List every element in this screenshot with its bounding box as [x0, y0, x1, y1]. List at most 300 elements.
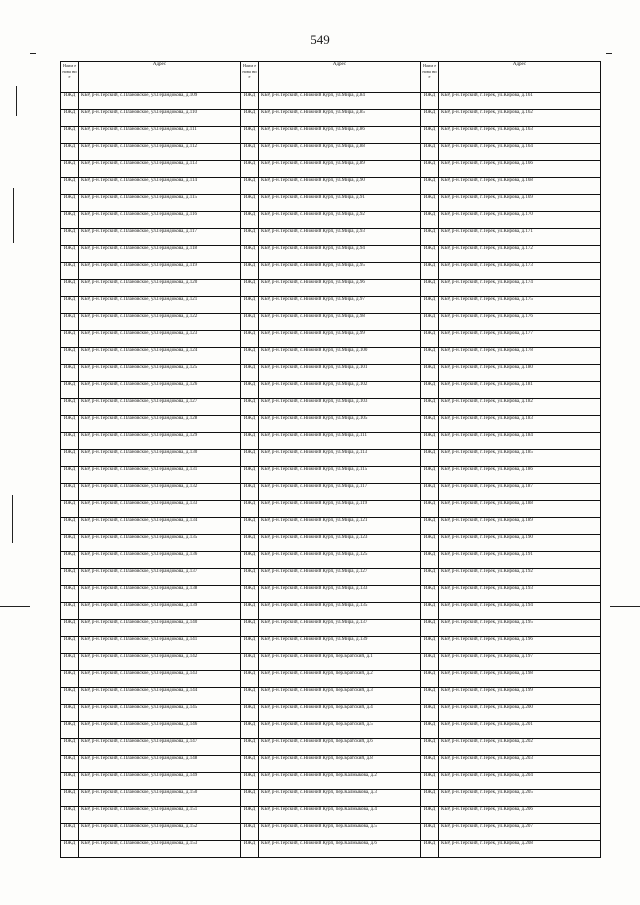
- type-cell-2: ИЖД: [241, 246, 259, 263]
- type-cell-1: ИЖД: [61, 331, 79, 348]
- address-cell-3: КБР, р-н.Терский, г.Терек, ул.Кирова, д.161: [439, 93, 601, 110]
- address-cell-1: КБР, р-н.Терский, с.Плановское, ул.Герандокова, д.125: [79, 365, 241, 382]
- address-cell-2: КБР, р-н.Терский, с.Нижний Курп, ул.Мира, д.125: [259, 552, 421, 569]
- table-row: [61, 399, 601, 416]
- address-cell-1: КБР, р-н.Терский, с.Плановское, ул.Герандокова, д.117: [79, 229, 241, 246]
- table-row: [61, 671, 601, 688]
- type-cell-1: ИЖД: [61, 569, 79, 586]
- type-cell-3: ИЖД: [421, 467, 439, 484]
- table-row: [61, 331, 601, 348]
- table-row: [61, 229, 601, 246]
- type-cell-2: ИЖД: [241, 280, 259, 297]
- address-cell-2: КБР, р-н.Терский, с.Нижний Курп, ул.Мира, д.103: [259, 399, 421, 416]
- type-cell-3: ИЖД: [421, 620, 439, 637]
- type-cell-2: ИЖД: [241, 110, 259, 127]
- type-cell-3: ИЖД: [421, 569, 439, 586]
- table-row: [61, 93, 601, 110]
- address-cell-3: КБР, р-н.Терский, г.Терек, ул.Кирова, д.172: [439, 246, 601, 263]
- type-cell-3: ИЖД: [421, 433, 439, 450]
- address-table: [60, 61, 601, 858]
- address-cell-3: КБР, р-н.Терский, г.Терек, ул.Кирова, д.190: [439, 535, 601, 552]
- address-cell-3: КБР, р-н.Терский, г.Терек, ул.Кирова, д.192: [439, 569, 601, 586]
- type-cell-1: ИЖД: [61, 348, 79, 365]
- table-row: [61, 263, 601, 280]
- address-cell-3: КБР, р-н.Терский, г.Терек, ул.Кирова, д.163: [439, 127, 601, 144]
- address-cell-1: КБР, р-н.Терский, с.Плановское, ул.Герандокова, д.119: [79, 263, 241, 280]
- address-cell-2: КБР, р-н.Терский, с.Нижний Курп, пер.Братский, д.8: [259, 756, 421, 773]
- table-row: [61, 178, 601, 195]
- type-cell-1: ИЖД: [61, 671, 79, 688]
- type-cell-1: ИЖД: [61, 603, 79, 620]
- type-cell-1: ИЖД: [61, 399, 79, 416]
- type-cell-3: ИЖД: [421, 246, 439, 263]
- type-cell-2: ИЖД: [241, 416, 259, 433]
- address-cell-1: КБР, р-н.Терский, с.Плановское, ул.Герандокова, д.143: [79, 671, 241, 688]
- scan-mark-right-dash: [610, 606, 640, 607]
- type-cell-2: ИЖД: [241, 569, 259, 586]
- type-cell-2: ИЖД: [241, 841, 259, 858]
- type-cell-1: ИЖД: [61, 416, 79, 433]
- address-cell-3: КБР, р-н.Терский, г.Терек, ул.Кирова, д.177: [439, 331, 601, 348]
- address-cell-2: КБР, р-н.Терский, с.Нижний Курп, ул.Мира, д.113: [259, 450, 421, 467]
- address-cell-3: КБР, р-н.Терский, г.Терек, ул.Кирова, д.203: [439, 756, 601, 773]
- table-row: [61, 790, 601, 807]
- address-cell-3: КБР, р-н.Терский, г.Терек, ул.Кирова, д.197: [439, 654, 601, 671]
- address-cell-2: КБР, р-н.Терский, с.Нижний Курп, пер.Калмыкова, д.6: [259, 841, 421, 858]
- address-cell-1: КБР, р-н.Терский, с.Плановское, ул.Герандокова, д.152: [79, 824, 241, 841]
- address-cell-2: КБР, р-н.Терский, с.Нижний Курп, ул.Мира, д.137: [259, 620, 421, 637]
- type-cell-2: ИЖД: [241, 314, 259, 331]
- address-cell-2: КБР, р-н.Терский, с.Нижний Курп, ул.Мира, д.98: [259, 314, 421, 331]
- table-row: [61, 348, 601, 365]
- address-cell-3: КБР, р-н.Терский, г.Терек, ул.Кирова, д.208: [439, 841, 601, 858]
- address-cell-2: КБР, р-н.Терский, с.Нижний Курп, пер.Братский, д.2: [259, 671, 421, 688]
- type-cell-2: ИЖД: [241, 807, 259, 824]
- type-cell-2: ИЖД: [241, 433, 259, 450]
- type-cell-3: ИЖД: [421, 297, 439, 314]
- type-cell-2: ИЖД: [241, 93, 259, 110]
- type-cell-2: ИЖД: [241, 144, 259, 161]
- type-cell-1: ИЖД: [61, 93, 79, 110]
- type-cell-1: ИЖД: [61, 382, 79, 399]
- type-cell-2: ИЖД: [241, 195, 259, 212]
- type-cell-3: ИЖД: [421, 518, 439, 535]
- address-cell-3: КБР, р-н.Терский, г.Терек, ул.Кирова, д.188: [439, 501, 601, 518]
- type-cell-2: ИЖД: [241, 382, 259, 399]
- type-cell-1: ИЖД: [61, 824, 79, 841]
- address-cell-3: КБР, р-н.Терский, г.Терек, ул.Кирова, д.166: [439, 161, 601, 178]
- table-row: [61, 535, 601, 552]
- address-cell-2: КБР, р-н.Терский, с.Нижний Курп, пер.Калмыкова, д.3: [259, 790, 421, 807]
- type-cell-3: ИЖД: [421, 807, 439, 824]
- type-cell-3: ИЖД: [421, 671, 439, 688]
- address-cell-1: КБР, р-н.Терский, с.Плановское, ул.Герандокова, д.140: [79, 620, 241, 637]
- address-cell-2: КБР, р-н.Терский, с.Нижний Курп, ул.Мира, д.84: [259, 93, 421, 110]
- type-cell-1: ИЖД: [61, 654, 79, 671]
- address-cell-3: КБР, р-н.Терский, г.Терек, ул.Кирова, д.169: [439, 195, 601, 212]
- type-cell-3: ИЖД: [421, 195, 439, 212]
- type-cell-3: ИЖД: [421, 93, 439, 110]
- table-row: [61, 620, 601, 637]
- table-row: [61, 280, 601, 297]
- table-row: [61, 314, 601, 331]
- type-cell-3: ИЖД: [421, 110, 439, 127]
- scan-mark-left-low: [12, 495, 13, 543]
- type-cell-2: ИЖД: [241, 773, 259, 790]
- address-cell-1: КБР, р-н.Терский, с.Плановское, ул.Герандокова, д.136: [79, 552, 241, 569]
- address-cell-2: КБР, р-н.Терский, с.Нижний Курп, ул.Мира, д.115: [259, 467, 421, 484]
- type-cell-3: ИЖД: [421, 161, 439, 178]
- address-cell-3: КБР, р-н.Терский, г.Терек, ул.Кирова, д.186: [439, 467, 601, 484]
- address-cell-3: КБР, р-н.Терский, г.Терек, ул.Кирова, д.175: [439, 297, 601, 314]
- address-cell-3: КБР, р-н.Терский, г.Терек, ул.Кирова, д.198: [439, 671, 601, 688]
- address-cell-1: КБР, р-н.Терский, с.Плановское, ул.Герандокова, д.147: [79, 739, 241, 756]
- table-row: [61, 569, 601, 586]
- table-row: [61, 603, 601, 620]
- type-cell-3: ИЖД: [421, 348, 439, 365]
- type-cell-2: ИЖД: [241, 586, 259, 603]
- address-cell-2: КБР, р-н.Терский, с.Нижний Курп, ул.Мира, д.127: [259, 569, 421, 586]
- type-cell-2: ИЖД: [241, 127, 259, 144]
- address-cell-3: КБР, р-н.Терский, г.Терек, ул.Кирова, д.189: [439, 518, 601, 535]
- address-cell-1: КБР, р-н.Терский, с.Плановское, ул.Герандокова, д.138: [79, 586, 241, 603]
- type-cell-3: ИЖД: [421, 416, 439, 433]
- type-cell-3: ИЖД: [421, 178, 439, 195]
- type-cell-2: ИЖД: [241, 263, 259, 280]
- address-cell-2: КБР, р-н.Терский, с.Нижний Курп, пер.Калмыкова, д.4: [259, 807, 421, 824]
- type-cell-1: ИЖД: [61, 246, 79, 263]
- type-cell-1: ИЖД: [61, 229, 79, 246]
- address-cell-1: КБР, р-н.Терский, с.Плановское, ул.Герандокова, д.151: [79, 807, 241, 824]
- address-cell-3: КБР, р-н.Терский, г.Терек, ул.Кирова, д.200: [439, 705, 601, 722]
- table-row: [61, 756, 601, 773]
- type-cell-1: ИЖД: [61, 722, 79, 739]
- table-row: [61, 127, 601, 144]
- type-cell-2: ИЖД: [241, 518, 259, 535]
- type-cell-1: ИЖД: [61, 195, 79, 212]
- table-row: [61, 161, 601, 178]
- type-cell-3: ИЖД: [421, 637, 439, 654]
- type-cell-3: ИЖД: [421, 365, 439, 382]
- header-type-3: Наим енова ние: [421, 62, 439, 93]
- type-cell-3: ИЖД: [421, 603, 439, 620]
- address-cell-2: КБР, р-н.Терский, с.Нижний Курп, ул.Мира, д.101: [259, 365, 421, 382]
- type-cell-1: ИЖД: [61, 586, 79, 603]
- address-cell-3: КБР, р-н.Терский, г.Терек, ул.Кирова, д.194: [439, 603, 601, 620]
- scan-mark-top-right: [606, 53, 612, 54]
- table-row: [61, 739, 601, 756]
- address-cell-2: КБР, р-н.Терский, с.Нижний Курп, пер.Калмыкова, д.2: [259, 773, 421, 790]
- address-cell-3: КБР, р-н.Терский, г.Терек, ул.Кирова, д.180: [439, 365, 601, 382]
- type-cell-3: ИЖД: [421, 331, 439, 348]
- type-cell-1: ИЖД: [61, 484, 79, 501]
- address-cell-1: КБР, р-н.Терский, с.Плановское, ул.Герандокова, д.126: [79, 382, 241, 399]
- table-row: [61, 688, 601, 705]
- address-cell-1: КБР, р-н.Терский, с.Плановское, ул.Герандокова, д.146: [79, 722, 241, 739]
- table-row: [61, 501, 601, 518]
- address-cell-1: КБР, р-н.Терский, с.Плановское, ул.Герандокова, д.118: [79, 246, 241, 263]
- table-row: [61, 450, 601, 467]
- address-cell-2: КБР, р-н.Терский, с.Нижний Курп, ул.Мира, д.96: [259, 280, 421, 297]
- address-cell-1: КБР, р-н.Терский, с.Плановское, ул.Герандокова, д.145: [79, 705, 241, 722]
- table-row: [61, 416, 601, 433]
- address-cell-1: КБР, р-н.Терский, с.Плановское, ул.Герандокова, д.116: [79, 212, 241, 229]
- address-cell-3: КБР, р-н.Терский, г.Терек, ул.Кирова, д.164: [439, 144, 601, 161]
- type-cell-2: ИЖД: [241, 501, 259, 518]
- type-cell-1: ИЖД: [61, 807, 79, 824]
- table-row: [61, 654, 601, 671]
- address-cell-3: КБР, р-н.Терский, г.Терек, ул.Кирова, д.182: [439, 399, 601, 416]
- table-row: [61, 824, 601, 841]
- address-cell-1: КБР, р-н.Терский, с.Плановское, ул.Герандокова, д.114: [79, 178, 241, 195]
- type-cell-1: ИЖД: [61, 739, 79, 756]
- type-cell-2: ИЖД: [241, 705, 259, 722]
- address-cell-1: КБР, р-н.Терский, с.Плановское, ул.Герандокова, д.124: [79, 348, 241, 365]
- table-row: [61, 773, 601, 790]
- type-cell-1: ИЖД: [61, 144, 79, 161]
- type-cell-2: ИЖД: [241, 178, 259, 195]
- address-cell-3: КБР, р-н.Терский, г.Терек, ул.Кирова, д.205: [439, 790, 601, 807]
- table-row: [61, 841, 601, 858]
- address-cell-2: КБР, р-н.Терский, с.Нижний Курп, ул.Мира, д.93: [259, 229, 421, 246]
- address-cell-2: КБР, р-н.Терский, с.Нижний Курп, ул.Мира, д.85: [259, 110, 421, 127]
- address-cell-1: КБР, р-н.Терский, с.Плановское, ул.Герандокова, д.112: [79, 144, 241, 161]
- type-cell-2: ИЖД: [241, 552, 259, 569]
- type-cell-2: ИЖД: [241, 161, 259, 178]
- type-cell-1: ИЖД: [61, 518, 79, 535]
- address-cell-1: КБР, р-н.Терский, с.Плановское, ул.Герандокова, д.149: [79, 773, 241, 790]
- address-cell-2: КБР, р-н.Терский, с.Нижний Курп, ул.Мира, д.88: [259, 144, 421, 161]
- type-cell-3: ИЖД: [421, 229, 439, 246]
- type-cell-2: ИЖД: [241, 637, 259, 654]
- address-cell-3: КБР, р-н.Терский, г.Терек, ул.Кирова, д.176: [439, 314, 601, 331]
- type-cell-2: ИЖД: [241, 331, 259, 348]
- address-cell-1: КБР, р-н.Терский, с.Плановское, ул.Герандокова, д.128: [79, 416, 241, 433]
- address-cell-1: КБР, р-н.Терский, с.Плановское, ул.Герандокова, д.150: [79, 790, 241, 807]
- address-cell-2: КБР, р-н.Терский, с.Нижний Курп, ул.Мира, д.119: [259, 501, 421, 518]
- type-cell-2: ИЖД: [241, 399, 259, 416]
- type-cell-1: ИЖД: [61, 297, 79, 314]
- address-cell-1: КБР, р-н.Терский, с.Плановское, ул.Герандокова, д.132: [79, 484, 241, 501]
- address-cell-2: КБР, р-н.Терский, с.Нижний Курп, ул.Мира, д.86: [259, 127, 421, 144]
- type-cell-1: ИЖД: [61, 161, 79, 178]
- address-cell-3: КБР, р-н.Терский, г.Терек, ул.Кирова, д.204: [439, 773, 601, 790]
- address-cell-2: КБР, р-н.Терский, с.Нижний Курп, ул.Мира, д.95: [259, 263, 421, 280]
- type-cell-1: ИЖД: [61, 433, 79, 450]
- type-cell-1: ИЖД: [61, 773, 79, 790]
- address-cell-3: КБР, р-н.Терский, г.Терек, ул.Кирова, д.174: [439, 280, 601, 297]
- address-cell-3: КБР, р-н.Терский, г.Терек, ул.Кирова, д.193: [439, 586, 601, 603]
- type-cell-1: ИЖД: [61, 263, 79, 280]
- address-cell-3: КБР, р-н.Терский, г.Терек, ул.Кирова, д.183: [439, 416, 601, 433]
- type-cell-3: ИЖД: [421, 790, 439, 807]
- address-cell-1: КБР, р-н.Терский, с.Плановское, ул.Герандокова, д.135: [79, 535, 241, 552]
- address-cell-2: КБР, р-н.Терский, с.Нижний Курп, ул.Мира, д.97: [259, 297, 421, 314]
- address-cell-3: КБР, р-н.Терский, г.Терек, ул.Кирова, д.187: [439, 484, 601, 501]
- address-cell-1: КБР, р-н.Терский, с.Плановское, ул.Герандокова, д.123: [79, 331, 241, 348]
- type-cell-3: ИЖД: [421, 144, 439, 161]
- type-cell-3: ИЖД: [421, 773, 439, 790]
- type-cell-2: ИЖД: [241, 297, 259, 314]
- type-cell-2: ИЖД: [241, 535, 259, 552]
- header-address-1: Адрес: [79, 62, 241, 93]
- type-cell-3: ИЖД: [421, 654, 439, 671]
- address-cell-1: КБР, р-н.Терский, с.Плановское, ул.Герандокова, д.134: [79, 518, 241, 535]
- type-cell-2: ИЖД: [241, 739, 259, 756]
- address-cell-1: КБР, р-н.Терский, с.Плановское, ул.Герандокова, д.121: [79, 297, 241, 314]
- type-cell-1: ИЖД: [61, 620, 79, 637]
- header-type-2: Наим енова ние: [241, 62, 259, 93]
- type-cell-1: ИЖД: [61, 552, 79, 569]
- table-row: [61, 586, 601, 603]
- address-cell-2: КБР, р-н.Терский, с.Нижний Курп, ул.Мира, д.90: [259, 178, 421, 195]
- address-cell-1: КБР, р-н.Терский, с.Плановское, ул.Герандокова, д.111: [79, 127, 241, 144]
- address-cell-2: КБР, р-н.Терский, с.Нижний Курп, пер.Братский, д.1: [259, 654, 421, 671]
- table-row: [61, 467, 601, 484]
- type-cell-1: ИЖД: [61, 212, 79, 229]
- type-cell-3: ИЖД: [421, 841, 439, 858]
- table-row: [61, 144, 601, 161]
- type-cell-3: ИЖД: [421, 212, 439, 229]
- address-cell-2: КБР, р-н.Терский, с.Нижний Курп, ул.Мира, д.105: [259, 416, 421, 433]
- type-cell-2: ИЖД: [241, 212, 259, 229]
- address-cell-1: КБР, р-н.Терский, с.Плановское, ул.Герандокова, д.109: [79, 93, 241, 110]
- table-row: [61, 552, 601, 569]
- type-cell-2: ИЖД: [241, 688, 259, 705]
- address-cell-1: КБР, р-н.Терский, с.Плановское, ул.Герандокова, д.131: [79, 467, 241, 484]
- type-cell-3: ИЖД: [421, 705, 439, 722]
- type-cell-2: ИЖД: [241, 790, 259, 807]
- type-cell-2: ИЖД: [241, 603, 259, 620]
- address-cell-1: КБР, р-н.Терский, с.Плановское, ул.Герандокова, д.113: [79, 161, 241, 178]
- scan-mark-top-left: [30, 53, 36, 54]
- address-cell-3: КБР, р-н.Терский, г.Терек, ул.Кирова, д.171: [439, 229, 601, 246]
- address-cell-2: КБР, р-н.Терский, с.Нижний Курп, ул.Мира, д.99: [259, 331, 421, 348]
- type-cell-1: ИЖД: [61, 365, 79, 382]
- type-cell-3: ИЖД: [421, 722, 439, 739]
- address-cell-3: КБР, р-н.Терский, г.Терек, ул.Кирова, д.207: [439, 824, 601, 841]
- address-cell-1: КБР, р-н.Терский, с.Плановское, ул.Герандокова, д.120: [79, 280, 241, 297]
- header-type-1: Наим енова ние: [61, 62, 79, 93]
- address-cell-1: КБР, р-н.Терский, с.Плановское, ул.Герандокова, д.122: [79, 314, 241, 331]
- address-cell-3: КБР, р-н.Терский, г.Терек, ул.Кирова, д.199: [439, 688, 601, 705]
- table-row: [61, 365, 601, 382]
- type-cell-3: ИЖД: [421, 586, 439, 603]
- type-cell-2: ИЖД: [241, 824, 259, 841]
- address-cell-2: КБР, р-н.Терский, с.Нижний Курп, ул.Мира, д.102: [259, 382, 421, 399]
- type-cell-2: ИЖД: [241, 756, 259, 773]
- address-cell-3: КБР, р-н.Терский, г.Терек, ул.Кирова, д.206: [439, 807, 601, 824]
- address-cell-2: КБР, р-н.Терский, с.Нижний Курп, пер.Братский, д.6: [259, 739, 421, 756]
- type-cell-2: ИЖД: [241, 620, 259, 637]
- address-cell-3: КБР, р-н.Терский, г.Терек, ул.Кирова, д.181: [439, 382, 601, 399]
- address-cell-3: КБР, р-н.Терский, г.Терек, ул.Кирова, д.162: [439, 110, 601, 127]
- type-cell-1: ИЖД: [61, 705, 79, 722]
- type-cell-1: ИЖД: [61, 110, 79, 127]
- address-cell-3: КБР, р-н.Терский, г.Терек, ул.Кирова, д.173: [439, 263, 601, 280]
- table-row: [61, 297, 601, 314]
- table-row: [61, 246, 601, 263]
- address-cell-3: КБР, р-н.Терский, г.Терек, ул.Кирова, д.201: [439, 722, 601, 739]
- table-row: [61, 433, 601, 450]
- table-row: [61, 195, 601, 212]
- type-cell-1: ИЖД: [61, 467, 79, 484]
- type-cell-1: ИЖД: [61, 790, 79, 807]
- address-cell-3: КБР, р-н.Терский, г.Терек, ул.Кирова, д.202: [439, 739, 601, 756]
- type-cell-3: ИЖД: [421, 399, 439, 416]
- type-cell-1: ИЖД: [61, 756, 79, 773]
- address-cell-3: КБР, р-н.Терский, г.Терек, ул.Кирова, д.185: [439, 450, 601, 467]
- type-cell-3: ИЖД: [421, 552, 439, 569]
- address-cell-2: КБР, р-н.Терский, с.Нижний Курп, пер.Братский, д.5: [259, 722, 421, 739]
- address-cell-2: КБР, р-н.Терский, с.Нижний Курп, ул.Мира, д.133: [259, 586, 421, 603]
- table-row: [61, 110, 601, 127]
- type-cell-3: ИЖД: [421, 382, 439, 399]
- address-cell-1: КБР, р-н.Терский, с.Плановское, ул.Герандокова, д.110: [79, 110, 241, 127]
- table-row: [61, 484, 601, 501]
- address-cell-2: КБР, р-н.Терский, с.Нижний Курп, ул.Мира, д.100: [259, 348, 421, 365]
- type-cell-3: ИЖД: [421, 824, 439, 841]
- table-body: [61, 93, 601, 858]
- address-cell-2: КБР, р-н.Терский, с.Нижний Курп, ул.Мира, д.94: [259, 246, 421, 263]
- address-cell-1: КБР, р-н.Терский, с.Плановское, ул.Герандокова, д.115: [79, 195, 241, 212]
- type-cell-1: ИЖД: [61, 127, 79, 144]
- address-cell-2: КБР, р-н.Терский, с.Нижний Курп, ул.Мира, д.91: [259, 195, 421, 212]
- type-cell-2: ИЖД: [241, 450, 259, 467]
- type-cell-1: ИЖД: [61, 314, 79, 331]
- address-cell-2: КБР, р-н.Терский, с.Нижний Курп, ул.Мира, д.117: [259, 484, 421, 501]
- address-cell-2: КБР, р-н.Терский, с.Нижний Курп, ул.Мира, д.123: [259, 535, 421, 552]
- table-row: [61, 382, 601, 399]
- type-cell-3: ИЖД: [421, 280, 439, 297]
- address-cell-1: КБР, р-н.Терский, с.Плановское, ул.Герандокова, д.142: [79, 654, 241, 671]
- type-cell-3: ИЖД: [421, 501, 439, 518]
- address-cell-3: КБР, р-н.Терский, г.Терек, ул.Кирова, д.196: [439, 637, 601, 654]
- type-cell-3: ИЖД: [421, 263, 439, 280]
- address-cell-2: КБР, р-н.Терский, с.Нижний Курп, ул.Мира, д.111: [259, 433, 421, 450]
- address-cell-2: КБР, р-н.Терский, с.Нижний Курп, ул.Мира, д.89: [259, 161, 421, 178]
- address-cell-2: КБР, р-н.Терский, с.Нижний Курп, пер.Братский, д.3: [259, 688, 421, 705]
- type-cell-1: ИЖД: [61, 280, 79, 297]
- type-cell-1: ИЖД: [61, 501, 79, 518]
- table-row: [61, 518, 601, 535]
- type-cell-1: ИЖД: [61, 637, 79, 654]
- type-cell-3: ИЖД: [421, 688, 439, 705]
- type-cell-3: ИЖД: [421, 127, 439, 144]
- address-cell-1: КБР, р-н.Терский, с.Плановское, ул.Герандокова, д.144: [79, 688, 241, 705]
- type-cell-1: ИЖД: [61, 688, 79, 705]
- address-cell-2: КБР, р-н.Терский, с.Нижний Курп, пер.Братский, д.4: [259, 705, 421, 722]
- type-cell-3: ИЖД: [421, 450, 439, 467]
- type-cell-2: ИЖД: [241, 365, 259, 382]
- address-cell-1: КБР, р-н.Терский, с.Плановское, ул.Герандокова, д.148: [79, 756, 241, 773]
- scan-mark-left-mid: [13, 188, 14, 243]
- table-row: [61, 637, 601, 654]
- address-cell-1: КБР, р-н.Терский, с.Плановское, ул.Герандокова, д.130: [79, 450, 241, 467]
- address-cell-1: КБР, р-н.Терский, с.Плановское, ул.Герандокова, д.141: [79, 637, 241, 654]
- type-cell-1: ИЖД: [61, 450, 79, 467]
- address-cell-2: КБР, р-н.Терский, с.Нижний Курп, ул.Мира, д.135: [259, 603, 421, 620]
- address-cell-2: КБР, р-н.Терский, с.Нижний Курп, ул.Мира, д.139: [259, 637, 421, 654]
- address-cell-2: КБР, р-н.Терский, с.Нижний Курп, ул.Мира, д.121: [259, 518, 421, 535]
- table-row: [61, 212, 601, 229]
- address-cell-3: КБР, р-н.Терский, г.Терек, ул.Кирова, д.184: [439, 433, 601, 450]
- address-cell-3: КБР, р-н.Терский, г.Терек, ул.Кирова, д.168: [439, 178, 601, 195]
- scan-mark-left-dash: [0, 606, 30, 607]
- type-cell-1: ИЖД: [61, 841, 79, 858]
- table-row: [61, 705, 601, 722]
- address-cell-1: КБР, р-н.Терский, с.Плановское, ул.Герандокова, д.129: [79, 433, 241, 450]
